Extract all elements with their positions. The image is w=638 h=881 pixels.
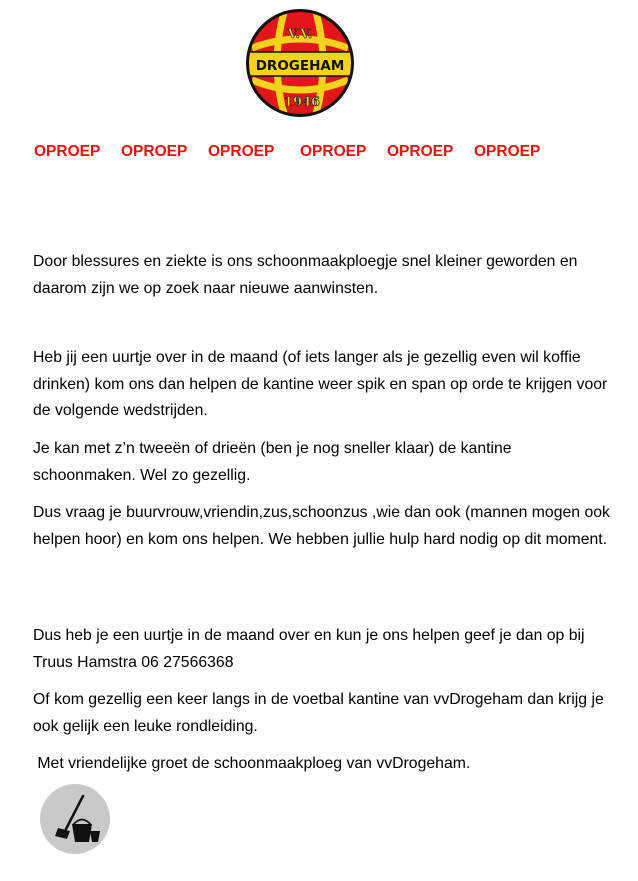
paragraph-ask-others: Dus vraag je buurvrouw,vriendin,zus,schoonzus ,wie dan ook (mannen mogen ook helpen hoor) en kom ons helpen. We hebben jullie hulp hard nodig op dit moment. <box>33 504 610 548</box>
logo-name: DROGEHAM <box>255 58 345 74</box>
paragraph-together: Je kan met z’n tweeën of drieën (ben je nog sneller klaar) de kantine schoonmaken. Wel zo gezellig. <box>33 440 512 484</box>
oproep-heading-row <box>0 143 638 165</box>
logo-year: 1946 <box>283 95 321 110</box>
paragraph-contact: Dus heb je een uurtje in de maand over en kun je ons helpen geef je dan op bij Truus Hamstra 06 27566368 <box>33 627 585 671</box>
oproep-label: OPROEP <box>387 143 454 160</box>
paragraph-invitation: Heb jij een uurtje over in de maand (of iets langer als je gezellig even wil koffie drinken) kom ons dan helpen de kantine weer spik en span op orde te krijgen voor de volgende wedstrijden. <box>33 349 608 419</box>
paragraph-signoff: Met vriendelijke groet de schoonmaakploeg van vvDrogeham. <box>33 755 471 772</box>
club-logo <box>242 8 358 118</box>
cleaning-icon <box>40 784 110 854</box>
oproep-label: OPROEP <box>121 143 188 160</box>
oproep-label: OPROEP <box>300 143 367 160</box>
oproep-label: OPROEP <box>208 143 275 160</box>
oproep-label: OPROEP <box>474 143 541 160</box>
paragraph-intro: Door blessures en ziekte is ons schoonmaakploegje snel kleiner geworden en daarom zijn we op zoek naar nieuwe aanwinsten. <box>33 253 578 297</box>
oproep-label: OPROEP <box>34 143 101 160</box>
logo-top-text: V.V. <box>287 27 313 42</box>
paragraph-visit: Of kom gezellig een keer langs in de voetbal kantine van vvDrogeham dan krijg je ook gelijk een leuke rondleiding. <box>33 691 604 735</box>
